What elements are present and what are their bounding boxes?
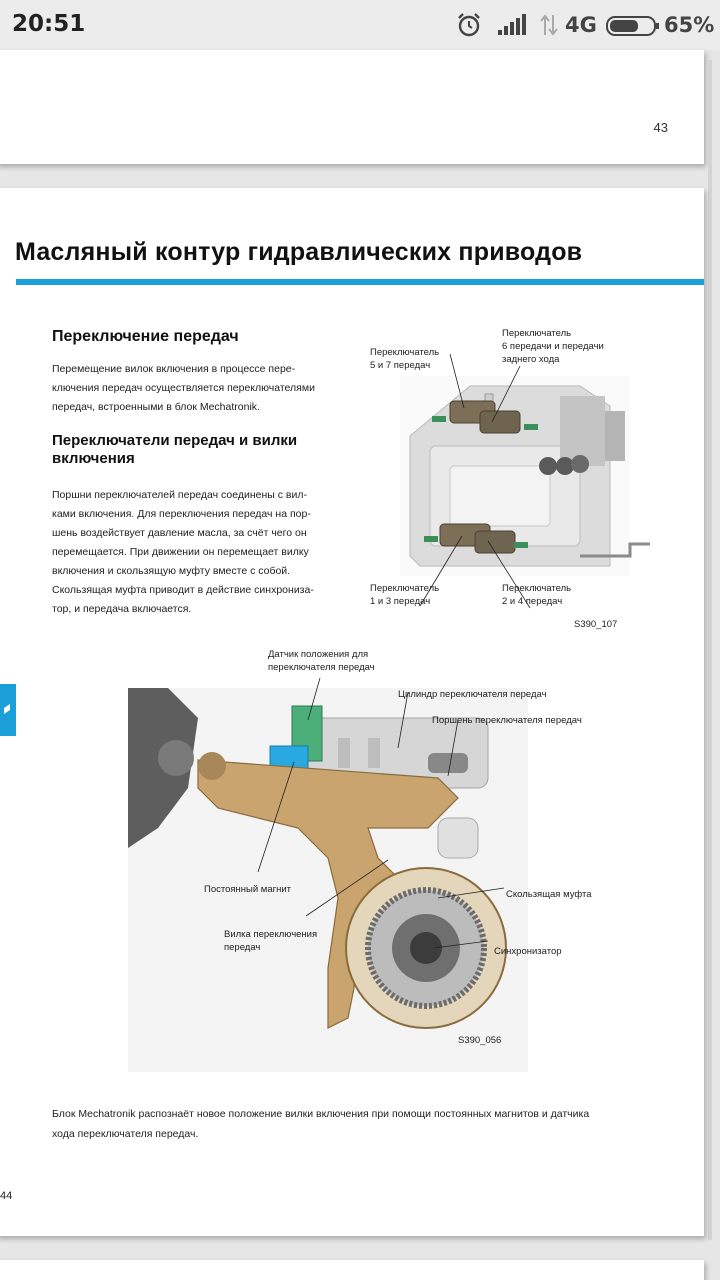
chapter-tab-icon: [2, 702, 14, 716]
label-line: Вилка переключения: [224, 929, 318, 940]
text-line: хода переключателя передач.: [52, 1128, 199, 1140]
label-sleeve: Скользящая муфта: [506, 889, 592, 900]
scroll-edge: [708, 60, 712, 1240]
label-fork: [224, 928, 317, 954]
text-line: ключения передач осуществляется переключателями: [52, 382, 315, 394]
label-line: 5 и 7 передач: [370, 360, 431, 371]
label-cylinder: Цилиндр переключателя передач: [398, 689, 547, 700]
chapter-tab: [0, 684, 16, 736]
label-line: Переключатель: [502, 328, 572, 339]
text-line: Блок Mechatronik распознаёт новое положение вилки включения при помощи постоянных магнитов и датчика: [52, 1108, 590, 1120]
text-line: перемещается. При движении он перемещает вилку: [52, 546, 309, 558]
label-shifter-5-7: [370, 346, 439, 372]
label-line: 6 передачи и передачи: [502, 341, 604, 352]
label-line: Переключатель: [370, 583, 440, 594]
figure-code: S390_107: [574, 619, 618, 630]
text-line: ками включения. Для переключения передач на пор-: [52, 508, 311, 520]
text-line: передач, встроенными в блок Mechatronik.: [52, 401, 260, 413]
intro-paragraph: [52, 360, 342, 417]
label-synchronizer: Синхронизатор: [494, 946, 562, 957]
label-line: переключателя передач: [268, 662, 375, 673]
text-line: Перемещение вилок включения в процессе пере-: [52, 363, 296, 375]
label-position-sensor: [268, 648, 375, 674]
title-rule: [16, 279, 704, 285]
battery-percent: 65%: [664, 13, 715, 37]
next-page: [0, 1260, 704, 1280]
page-number: 44: [0, 1190, 13, 1202]
alarm-icon: [456, 12, 482, 38]
shift-fork-illustration: [128, 658, 688, 1078]
body-paragraph: [52, 486, 342, 619]
network-type: 4G: [565, 13, 597, 37]
label-piston: Поршень переключателя передач: [432, 715, 582, 726]
mechatronik-figure: [370, 316, 680, 636]
text-line: тор, и передача включается.: [52, 603, 192, 615]
synchronizer: [346, 868, 506, 1028]
status-bar: [0, 0, 720, 50]
signal-icon: [496, 14, 528, 36]
section-heading: Переключение передач: [52, 328, 239, 345]
label-line: Датчик положения для: [268, 649, 369, 660]
text-line: Скользящая муфта приводит в действие синхронизa-: [52, 584, 314, 596]
label-line: заднего хода: [502, 354, 560, 365]
page-title: Масляный контур гидравлических приводов: [15, 238, 583, 266]
shift-fork-figure: [128, 649, 688, 1078]
label-line: передач: [224, 942, 261, 953]
bottom-paragraph: [52, 1104, 692, 1144]
status-time: 20:51: [12, 11, 86, 37]
label-shifter-2-4: [502, 582, 571, 608]
document-page: [0, 188, 704, 1236]
data-transfer-icon: [538, 13, 560, 37]
text-line: шень воздействует давление масла, за счёт чего он: [52, 527, 307, 539]
label-shifter-6-reverse: [502, 327, 604, 366]
figure-code: S390_056: [458, 1035, 502, 1046]
sub-heading: Переключатели передач и вилки включения: [52, 432, 298, 467]
battery-icon: [606, 15, 660, 37]
label-line: Переключатель: [370, 347, 440, 358]
text-line: включения и скользящую муфту вместе с собой.: [52, 565, 291, 577]
label-line: Переключатель: [502, 583, 572, 594]
label-line: 2 и 4 передач: [502, 596, 563, 607]
label-line: 1 и 3 передач: [370, 596, 431, 607]
label-shifter-1-3: [370, 582, 439, 608]
label-magnet: Постоянный магнит: [204, 884, 291, 895]
text-line: Поршни переключателей передач соединены с вил-: [52, 489, 307, 501]
previous-page: [0, 50, 704, 164]
previous-page-number: 43: [653, 120, 668, 135]
